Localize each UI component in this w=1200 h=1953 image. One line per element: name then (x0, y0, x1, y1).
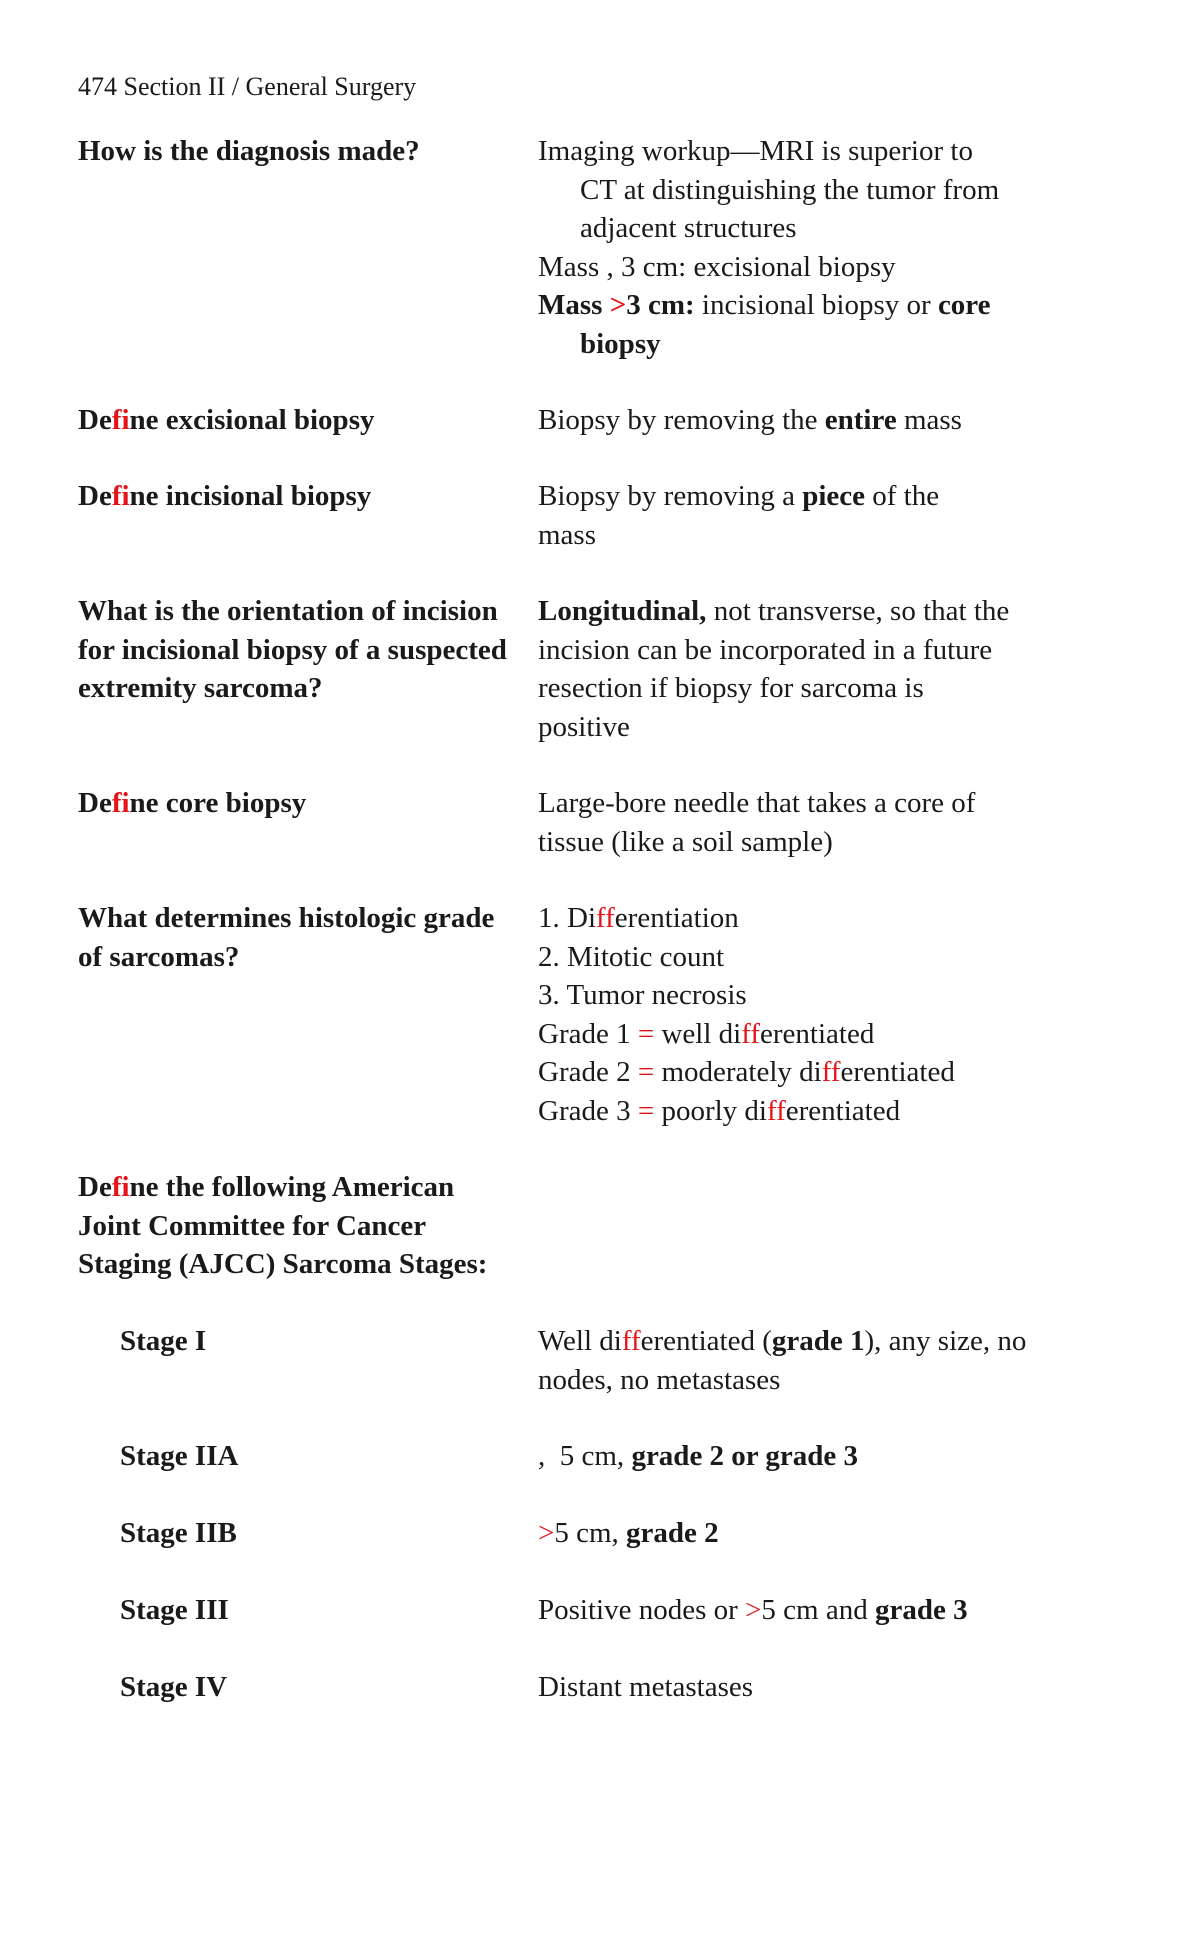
answer-core-biopsy: Large-bore needle that takes a core of tissue (like a soil sample) (538, 787, 976, 858)
stage-iia-label: Stage IIA (120, 1440, 239, 1472)
answer-incisional-biopsy: Biopsy by removing a piece of the mass (538, 480, 940, 551)
answer-incision-orientation: Longitudinal, not transverse, so that the incision can be incorporated in a future resection if biopsy for sarcoma is positive (538, 595, 1010, 743)
answer-histologic-grade: 1. Differentiation 2. Mitotic count 3. Tumor necrosis Grade 1 = well differentiated Grade 2 = moderately differentiated Grade 3 = poorly differentiated (538, 902, 955, 1127)
stage-i-label: Stage I (120, 1325, 207, 1357)
answer-excisional-biopsy: Biopsy by removing the entire mass (538, 404, 962, 436)
question-histologic-grade: What determines histologic grade of sarcomas? (78, 902, 495, 973)
stage-iia-answer: , 5 cm, grade 2 or grade 3 (538, 1440, 859, 1472)
question-incisional-biopsy: Define incisional biopsy (78, 480, 372, 512)
question-core-biopsy: Define core biopsy (78, 787, 307, 819)
stage-iib-label: Stage IIB (120, 1517, 237, 1549)
question-excisional-biopsy: Define excisional biopsy (78, 404, 375, 436)
answer-diagnosis: Imaging workup—MRI is superior to CT at distinguishing the tumor from adjacent structures Mass , 3 cm: excisional biopsy Mass >3 cm: incisional biopsy or core biopsy (538, 135, 1000, 360)
running-header: 474 Section II / General Surgery (78, 72, 417, 101)
stage-i-answer: Well differentiated (grade 1), any size, no nodes, no metastases (538, 1325, 1027, 1396)
stage-iv-answer: Distant metastases (538, 1671, 754, 1703)
stage-iii-label: Stage III (120, 1594, 229, 1626)
question-incision-orientation: What is the orientation of incision for incisional biopsy of a suspected extremity sarcoma? (78, 595, 507, 704)
question-diagnosis: How is the diagnosis made? (78, 135, 420, 167)
stage-iv-label: Stage IV (120, 1671, 228, 1703)
stage-iib-answer: >5 cm, grade 2 (538, 1517, 719, 1549)
stage-iii-answer: Positive nodes or >5 cm and grade 3 (538, 1594, 968, 1626)
question-ajcc-staging: Define the following American Joint Committee for Cancer Staging (AJCC) Sarcoma Stages: (78, 1171, 488, 1280)
